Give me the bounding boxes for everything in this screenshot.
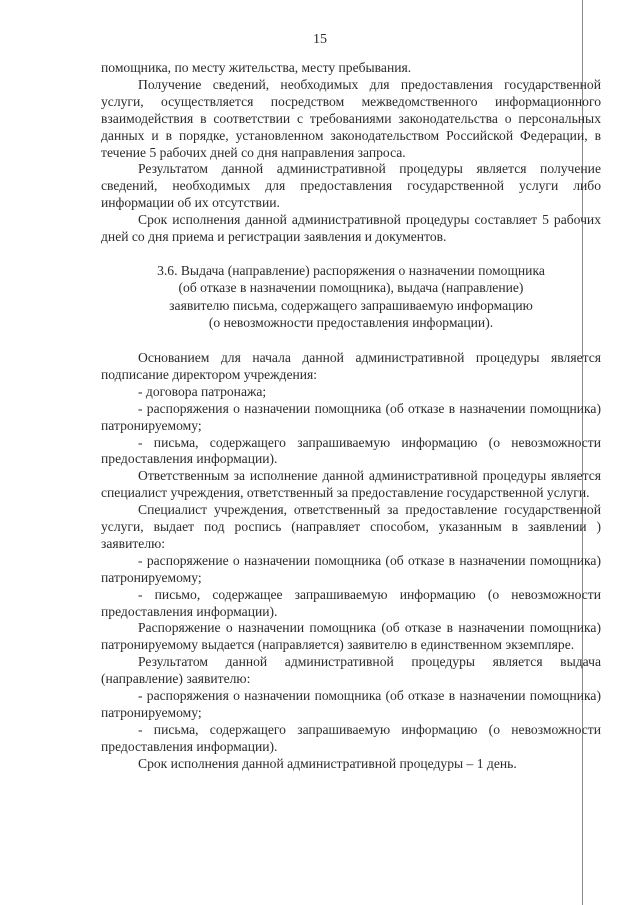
section-heading-line: 3.6. Выдача (направление) распоряжения о назначении помощника	[157, 262, 545, 278]
list-item: - распоряжения о назначении помощника (об отказе в назначении помощника) патронируемому;	[101, 688, 601, 720]
section-heading-line: (о невозможности предоставления информации).	[208, 315, 494, 331]
list-item: - распоряжение о назначении помощника (об отказе в назначении помощника) патронируемому;	[101, 552, 601, 585]
list-item: - письмо, содержащее запрашиваемую информацию (о невозможности предоставления информации).	[101, 586, 601, 619]
paragraph: Основанием для начала данной административной процедуры является подписание директором учреждения:	[101, 349, 601, 382]
list-item: - письма, содержащего запрашиваемую информацию (о невозможности предоставления информации).	[101, 434, 601, 467]
paragraph: Срок исполнения данной административной процедуры – 1 день.	[138, 755, 517, 771]
paragraph: Результатом данной административной процедуры является выдача (направление) заявителю:	[101, 654, 601, 687]
section-heading-line: (об отказе в назначении помощника), выдача (направление)	[178, 280, 524, 296]
paragraph: Результатом данной административной процедуры является получение сведений, необходимых для предоставления государственной услуги либо информации об их отсутствии.	[101, 161, 601, 211]
paragraph: помощника, по месту жительства, месту пребывания.	[101, 60, 412, 75]
paragraph: Получение сведений, необходимых для предоставления государственной услуги, осуществляется посредством межведомственного информационного взаимодействия в соответствии с требованиями законодательства о персональных данных и в порядке, установленном законодательством Российской Федерации, в течение 5 рабочих дней со дня направления запроса.	[101, 76, 601, 160]
section-heading-line: заявителю письма, содержащего запрашиваемую информацию	[169, 297, 533, 313]
paragraph: Распоряжение о назначении помощника (об отказе в назначении помощника) патронируемому выдается (направляется) заявителю в единственном экземпляре.	[101, 620, 601, 653]
section-heading	[101, 262, 601, 332]
list-item: - распоряжения о назначении помощника (об отказе в назначении помощника) патронируемому;	[101, 400, 601, 433]
list-item: - договора патронажа;	[138, 383, 267, 399]
document-body	[101, 60, 601, 773]
paragraph: Срок исполнения данной административной процедуры составляет 5 рабочих дней со дня приема и регистрации заявления и документов.	[101, 212, 601, 245]
paragraph: Специалист учреждения, ответственный за предоставление государственной услуги, выдает под роспись (направляет способом, указанным в заявлении ) заявителю:	[101, 502, 601, 551]
list-item: - письма, содержащего запрашиваемую информацию (о невозможности предоставления информации).	[101, 721, 601, 754]
page-number: 15	[313, 32, 327, 47]
paragraph: Ответственным за исполнение данной административной процедуры является специалист учреждения, ответственный за предоставление государственной услуги.	[101, 468, 601, 501]
